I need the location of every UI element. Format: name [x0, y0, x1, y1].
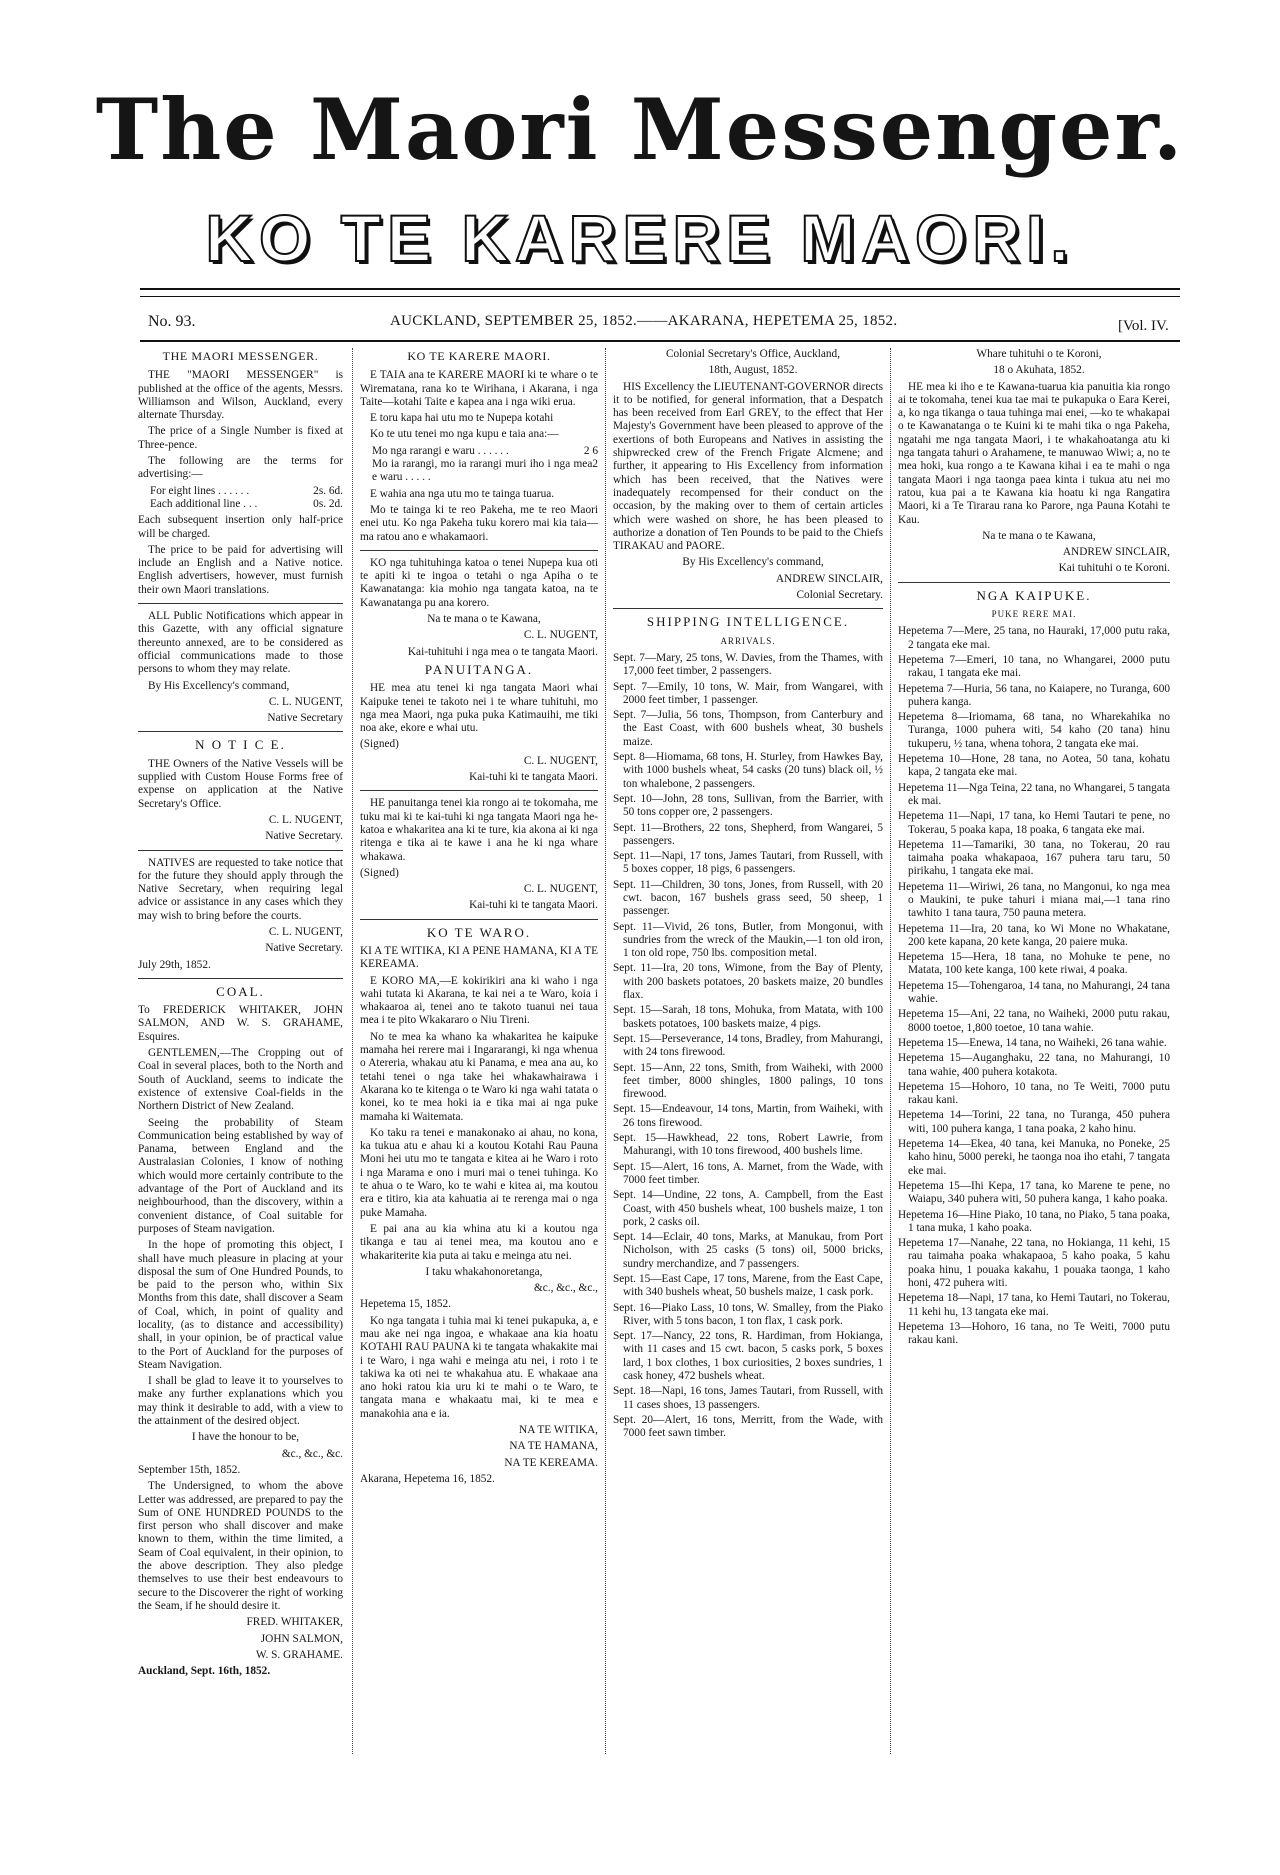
arrival-entry: Sept. 11—Brothers, 22 tons, Shepherd, from Wangarei, 5 passengers.: [613, 821, 883, 847]
kaipuke-entry: Hepetema 7—Mere, 25 tana, no Hauraki, 17,000 putu raka, 2 tangata eke mai.: [898, 625, 1170, 651]
heading-maori-messenger: THE MAORI MESSENGER.: [162, 349, 319, 363]
advert-terms-intro-maori: Ko te utu tenei mo nga kupu e taia ana:—: [370, 428, 559, 441]
coal-letter-p4: I shall be glad to leave it to yourselves to make any further explanations which you may think it desirable to add, with a view to the attainment of the desired object.: [138, 1375, 343, 1428]
coal-addressees: To FREDERICK WHITAKER, JOHN SALMON, AND W. S. GRAHAME, Esquires.: [138, 1004, 343, 1043]
rate-label: Mo nga rarangi e waru . . . . . .: [372, 444, 509, 457]
kaipuke-entry: Hepetema 18—Napi, 17 tana, ko Hemi Tautari, no Tokerau, 11 kehi hu, 13 tangata eke mai.: [898, 1292, 1170, 1318]
column-english-shipping: [613, 348, 883, 1758]
office-header: Colonial Secretary's Office, Auckland,: [665, 348, 841, 360]
column-maori-notices: [360, 348, 598, 1758]
waro-letter-p3: Ko taku ra tenei e manakonako ai ahau, no kona, ka tukua atu e ahau ki a koutou Kotahi Rau Pauna Moni hei utu mo te tangata e kitea ai he Waro i roto i nga Marama e ono i muri mai o tenei tuhinga. Ko te ahua o te Waro, ko te wahi e kitea ai, ma koutou era e titiro, kia ata kahuatia ai te rerenga mai o nga puke Mamaha.: [360, 1126, 598, 1219]
signed-label: (Signed): [360, 738, 399, 751]
column-english-notices: [138, 348, 343, 1758]
publication-notice-maori: E TAIA ana te KARERE MAORI ki te whare o te Wirematana, rana ko te Wirihana, i Akarana, i nga Taite—kotahi Taite e kapea ana i nga wiki erua.: [360, 369, 598, 408]
divider: [360, 790, 598, 791]
signature-name: C. L. NUGENT,: [523, 883, 598, 896]
signature-title: Kai-tuhituhi i nga mea o te tangata Maori.: [407, 645, 598, 658]
notice-date: July 29th, 1852.: [138, 958, 211, 971]
issue-date: AUCKLAND, SEPTEMBER 25, 1852.——AKARANA, HEPETEMA 25, 1852.: [390, 313, 898, 329]
coal-letter-p1: GENTLEMEN,—The Cropping out of Coal in several places, both to the North and South of Auckland, seems to indicate the existence of extensive Coal-fields in the Northern District of New Zealand.: [138, 1047, 343, 1113]
rate-value: 2: [592, 458, 598, 471]
kaipuke-entry: Hepetema 15—Ihi Kepa, 17 tana, ko Marene te pene, no Waiapu, 340 puhera witi, 50 puhera kanga, 1 kaho poaka.: [898, 1179, 1170, 1206]
masthead-rule-top: [140, 288, 1180, 290]
waro-signatory: NA TE WITIKA,: [519, 1424, 598, 1437]
arrival-entry: Sept. 16—Piako Lass, 10 tons, W. Smalley, from the Piako River, with 5 tons bacon, 1 ton flax, 1 cask pork.: [613, 1301, 883, 1327]
arrival-entry: Sept. 11—Ira, 20 tons, Wimone, from the Bay of Plenty, with 200 baskets potatoes, 20 baskets maize, 20 bundles flax.: [613, 962, 883, 1002]
governor-notice: HIS Excellency the LIEUTENANT-GOVERNOR directs it to be notified, for general information, that a Despatch has been received from Earl GREY, to the effect that Her Majesty's Government have been pleased to approve of the exertions of both Europeans and Natives in assisting the shipwrecked crew of the French Frigate Alcmene; and further, it appearing to His Excellency from information which has been received, that the Natives were inadequately recompensed for their conduct on the occasion, by the making over to them of certain articles which were washed on shore, he has been pleased to authorize a donation of Ten Pounds to be paid to the Chiefs TIRAKAU and PAORE.: [613, 380, 883, 553]
masthead-rule-thin: [140, 296, 1180, 297]
column-divider: [890, 348, 891, 1754]
signature-name: C. L. NUGENT,: [523, 754, 598, 767]
arrivals-heading: ARRIVALS.: [720, 635, 776, 646]
signed-label: (Signed): [360, 866, 399, 879]
kaipuke-heading: NGA KAIPUKE.: [976, 587, 1092, 603]
official-notifications: ALL Public Notifications which appear in this Gazette, with any official signature thereunto annexed, are to be considered as official communications made to those persons to whom they may relate.: [138, 610, 343, 676]
signature-name: C. L. NUGENT,: [268, 925, 343, 938]
advert-terms-intro: The following are the terms for advertising:—: [138, 455, 343, 481]
divider: [360, 919, 598, 920]
waro-letter-etc: &c., &c., &c.,: [534, 1282, 598, 1295]
arrival-entry: Sept. 15—Ann, 22 tons, Smith, from Waiheki, with 2000 feet timber, 8000 shingles, 1800 palings, 10 tons firewood.: [613, 1061, 883, 1101]
command-line-maori: Na te mana o te Kawana,: [427, 613, 541, 626]
coal-reward-notice: The Undersigned, to whom the above Letter was addressed, are prepared to pay the Sum of ONE HUNDRED POUNDS to the first person who shall discover and make known to them, within the time limited, a Seam of Coal equivalent, in their opinion, to the above description. They also pledge themselves to use their best endeavours to secure to the Discoverer the right of working the Seam, if he should desire it.: [138, 1480, 343, 1612]
waro-letter-closing: I taku whakahonoretanga,: [425, 1265, 543, 1278]
kaipuke-entry: Hepetema 13—Hohoro, 16 tana, no Te Weiti, 7000 putu rakau kani.: [898, 1320, 1170, 1347]
kaipuke-entry: Hepetema 16—Hine Piako, 10 tana, no Piako, 5 tana poaka, 1 tana muka, 1 kaho poaka.: [898, 1208, 1170, 1234]
kaipuke-entry: Hepetema 15—Ani, 22 tana, no Waiheki, 2000 putu rakau, 8000 toetoe, 1,800 toetoe, 10 tana wahie.: [898, 1008, 1170, 1034]
divider: [360, 550, 598, 551]
divider: [613, 608, 883, 609]
kaipuke-entry: Hepetema 14—Ekea, 40 tana, kei Manuka, no Poneke, 25 kaho hinu, 5000 pereki, he taonga noa iho etahi, 7 tangata eke mai.: [898, 1138, 1170, 1177]
coal-signatory: JOHN SALMON,: [260, 1632, 343, 1645]
half-price-notice-maori: E wahia ana nga utu mo te tainga tuarua.: [370, 487, 555, 500]
arrival-entry: Sept. 11—Napi, 17 tons, James Tautari, from Russell, with 5 boxes copper, 18 pigs, 6 passengers.: [613, 850, 883, 876]
rate-label: For eight lines . . . . . .: [150, 484, 250, 497]
signature-name: C. L. NUGENT,: [523, 629, 598, 642]
arrival-entry: Sept. 10—John, 28 tons, Sullivan, from the Barrier, with 50 tons copper ore, 2 passengers.: [613, 792, 883, 819]
kaipuke-entry: Hepetema 14—Torini, 22 tana, no Turanga, 450 puhera witi, 100 puhera kanga, 1 tana poaka, 2 kaho hinu.: [898, 1109, 1170, 1135]
kaipuke-list: [898, 625, 1170, 1347]
kaipuke-entry: Hepetema 15—Auganghaku, 22 tana, no Mahurangi, 10 tana wahie, 400 puhera kotakota.: [898, 1052, 1170, 1078]
divider: [138, 978, 343, 979]
translation-notice-maori: Mo te tainga ki te reo Pakeha, me te reo Maori enei utu. Ko nga Pakeha tuku korero mai kia taia—ma ratou ano e whakamaori.: [360, 503, 598, 543]
column-maori-shipping: [898, 348, 1170, 1758]
publication-notice: THE "MAORI MESSENGER" is published at the office of the agents, Messrs. Williamson and Wilson, Auckland, every alternate Thursday.: [138, 369, 343, 422]
official-notifications-maori: KO nga tuhituhinga katoa o tenei Nupepa kua oti te apiti ki te ingoa o tetahi o nga Apiha o te Kawanatanga: kia mohio nga tangata katoa, na te Kawanatanga pu ana korero.: [360, 556, 598, 609]
coal-letter-p3: In the hope of promoting this object, I shall have much pleasure in placing at your disposal the sum of One Hundred Pounds, to be paid to the person who, within Six Months from this date, shall discover a Seam of Coal, which, in point of quality and locality, (as to distance and accessibility) shall, in your opinion, be of practical value to the Port of Auckland for the purposes of Steam Navigation.: [138, 1239, 343, 1371]
rate-value: 2s. 6d.: [313, 484, 343, 497]
coal-letter-date: September 15th, 1852.: [138, 1463, 241, 1476]
waro-letter-p1: E KORO MA,—E kokirikiri ana ki waho i nga wahi tutata ki Akarana, te kai nei a te Waro, koia i whakaaroa ai, tenei ano te takoto tuanui nei taua mea i te pito Wkakararo o Niu Tireni.: [360, 974, 598, 1027]
waro-reward-notice: Ko nga tangata i tuhia mai ki tenei pukapuka, a, e mau ake nei nga ingoa, e whakaae ana kia hoatu KOTAHI RAU PAUNA ki te tangata whakakite mai i te Waro, i nga wahi e meinga atu nei, i roto i te takiwa ka oti nei te whakahua atu. E whakaae ana ano hoki ratou kia uru ki te mahi o te Waro, te tangata mana e whakaatu mai, ki te mea e manakohia ana e ia.: [360, 1314, 598, 1420]
waro-letter-p2: No te mea ka whano ka whakaritea he kaipuke mamaha hei rerere mai i Ingararangi, ki nga whenua o Atereria, whakau atu ki Panama, e mea ana au, ko tetahi tenei o nga take hei whakawhairawa i Akarana ko te kitenga o te Waro ki nga wahi tatata o konei, ko te mea hoki ia e tika mai ai nga puke mamaha ki Waitemata.: [360, 1030, 598, 1123]
office-date-maori: 18 o Akuhata, 1852.: [993, 364, 1085, 377]
kaipuke-entry: Hepetema 15—Hohoro, 10 tana, no Te Weiti, 7000 putu rakau kani.: [898, 1080, 1170, 1107]
arrival-entry: Sept. 15—Endeavour, 14 tons, Martin, from Waiheki, with 26 tons firewood.: [613, 1103, 883, 1129]
kaipuke-entry: Hepetema 7—Emeri, 10 tana, no Whangarei, 2000 putu rakau, 1 tangata eke mai.: [898, 653, 1170, 680]
kaipuke-entry: Hepetema 11—Tamariki, 30 tana, no Tokerau, 20 rau taimaha poaka whakapaoa, 167 puhera taru taru, 50 pirikahu, 1 tangata eke mai.: [898, 838, 1170, 878]
arrival-entry: Sept. 14—Eclair, 40 tons, Marks, at Manukau, from Port Nicholson, with 25 casks (5 tons) oil, 5000 bricks, sundry merchandize, and 7 passengers.: [613, 1231, 883, 1270]
column-divider: [605, 348, 606, 1754]
kaipuke-entry: Hepetema 11—Wiriwi, 26 tana, no Mangonui, ko nga mea o Maukini, te puke tahuri i miana mai,—1 tana rino tawhito 1 tana taura, 750 pauna metera.: [898, 880, 1170, 920]
coal-letter-p2: Seeing the probability of Steam Communication being established by way of Panama, between England and the Australasian Colonies, I know of nothing which would more certainly contribute to the advantage of the Port of Auckland and its neighbourhood, than the discovery, within a convenient distance, of Coal suitable for purposes of Steam navigation.: [138, 1116, 343, 1235]
arrival-entry: Sept. 15—Alert, 16 tons, A. Marnet, from the Wade, with 7000 feet timber.: [613, 1160, 883, 1186]
command-line: By His Excellency's command,: [682, 556, 824, 569]
issue-volume: [Vol. IV.: [1118, 318, 1169, 334]
signature-title: Kai-tuhi ki te tangata Maori.: [469, 899, 598, 912]
vessel-owners-notice-maori: HE mea atu tenei ki nga tangata Maori whai Kaipuke tenei te takoto nei i te whare tuhituhi, mo nga mea Maori, nga puka puka Katimauihi, me tiki noa ake, ekore e whai utu.: [360, 682, 598, 735]
arrival-entry: Sept. 11—Vivid, 26 tons, Butler, from Mongonui, with sundries from the wreck of the Maukin,—1 ton old iron, 1 ton old rope, 750 lbs. composition metal.: [613, 920, 883, 960]
column-divider: [352, 348, 353, 1754]
governor-notice-maori: HE mea ki iho e te Kawana-tuarua kia panuitia kia rongo ai te tokomaha, tenei kua tae mai te pukapuka o Eara Kerei, a, ko nga tikanga o taua tuhinga mai enei, —ko te whakapai o te Kawanatanga o te Kuini ki te mahi tika o nga Pakeha, ngatahi me nga tangata Maori, i te whakahoatanga atu ki nga tangata tahuri o Arahamene, te manuwao Wiwi; a, no te mea hoki, kua rongo a te Kawana kihai i ea te mahi o nga tangata Maori i nga taonga paea kinta i tukua atu nei mo ratou, kua pai a te Kawana kia hoatu ki nga Rangatira Maori, ki a Te Tirarau rana ko Parore, nga Pauna Kotahi te Kau.: [898, 380, 1170, 526]
arrival-entry: Sept. 17—Nancy, 22 tons, R. Hardiman, from Hokianga, with 11 cases and 15 cwt. bacon, 5 casks pork, 5 boxes lard, 1 box clothes, 1 box curiosities, 2 boxes sundries, 1 cask honey, 472 bushels wheat.: [613, 1330, 883, 1383]
half-price-notice: Each subsequent insertion only half-price will be charged.: [138, 514, 343, 540]
arrival-entry: Sept. 7—Mary, 25 tons, W. Davies, from the Thames, with 17,000 feet timber, 2 passengers.: [613, 651, 883, 678]
kaipuke-entry: Hepetema 11—Napi, 17 tana, ko Hemi Tautari te pene, no Tokerau, 5 poaka kapa, 18 poaka, 6 tangata eke mai.: [898, 810, 1170, 836]
command-line-maori: Na te mana o te Kawana,: [982, 529, 1096, 542]
kaipuke-entry: Hepetema 15—Enewa, 14 tana, no Waiheki, 26 tana wahie.: [898, 1036, 1167, 1049]
divider: [898, 582, 1170, 583]
kaipuke-entry: Hepetema 8—Iriomama, 68 tana, no Wharekahika no Turanga, 1000 puhera witi, 54 kaho (20 tana) hinu tukuperu, ½ tana, whena tohora, 2 tangata eke mai.: [898, 711, 1170, 750]
signature-name: C. L. NUGENT,: [268, 695, 343, 708]
arrival-entry: Sept. 14—Undine, 22 tons, A. Campbell, from the East Coast, with 450 bushels wheat, 100 bushels maize, 1 ton pork, 2 casks oil.: [613, 1189, 883, 1228]
price-notice: The price of a Single Number is fixed at Three-pence.: [138, 425, 343, 451]
arrival-entry: Sept. 15—Sarah, 18 tons, Mohuka, from Matata, with 100 baskets potatoes, 100 baskets maize, 4 pigs.: [613, 1004, 883, 1030]
issue-number: No. 93.: [148, 313, 196, 330]
notice-heading: N O T I C E.: [195, 737, 286, 753]
office-date: 18th, August, 1852.: [708, 364, 798, 377]
divider: [138, 603, 343, 604]
waro-heading: KO TE WARO.: [426, 924, 532, 940]
signature-name: ANDREW SINCLAIR,: [775, 572, 883, 585]
signature-title: Colonial Secretary.: [796, 589, 883, 602]
arrival-entry: Sept. 20—Alert, 16 tons, Merritt, from the Wade, with 7000 feet sawn timber.: [613, 1413, 883, 1440]
signature-title: Native Secretary.: [265, 830, 343, 843]
legal-advice-notice: NATIVES are requested to take notice that for the future they should apply through the Native Secretary, when requiring legal advice or assistance in any cases which they may wish to bring before the courts.: [138, 856, 343, 922]
heading-karere-maori: KO TE KARERE MAORI.: [407, 349, 551, 363]
signature-title: Kai tuhituhi o te Koroni.: [1058, 562, 1170, 575]
masthead-title: The Maori Messenger.: [95, 80, 1185, 179]
arrival-entry: Sept. 15—East Cape, 17 tons, Marene, from the East Cape, with 340 bushels wheat, 50 bushels maize, 1 cask pork.: [613, 1273, 883, 1299]
arrival-entry: Sept. 7—Emily, 10 tons, W. Mair, from Wangarei, with 2000 feet timber, 1 passenger.: [613, 680, 883, 706]
price-notice-maori: E toru kapa hai utu mo te Nupepa kotahi: [370, 412, 554, 425]
rate-value: 2 6: [583, 444, 598, 457]
kaipuke-entry: Hepetema 15—Hera, 18 tana, no Mohuke te pene, no Matata, 100 kete kanga, 100 kete riwai, 4 poaka.: [898, 951, 1170, 977]
coal-heading: COAL.: [216, 983, 265, 999]
kaipuke-entry: Hepetema 7—Huria, 56 tana, no Kaiapere, no Turanga, 600 puhera kanga.: [898, 682, 1170, 708]
command-line: By His Excellency's command,: [148, 679, 290, 692]
waro-signatory: NA TE KEREAMA.: [504, 1456, 598, 1469]
kaipuke-entry: Hepetema 11—Nga Teina, 22 tana, no Whangarei, 5 tangata ek mai.: [898, 781, 1170, 807]
arrival-entry: Sept. 7—Julia, 56 tons, Thompson, from Canterbury and the East Coast, with 600 bushels wheat, 30 bushels maize.: [613, 709, 883, 748]
signature-title: Kai-tuhi ki te tangata Maori.: [469, 771, 598, 784]
arrival-entry: Sept. 8—Hiomama, 68 tons, H. Sturley, from Hawkes Bay, with 1000 bushels wheat, 54 casks (20 tuns) black oil, ½ ton whalebone, 2 passengers.: [613, 751, 883, 790]
kaipuke-entry: Hepetema 11—Ira, 20 tana, ko Wi Mone no Whakatane, 200 kete kapana, 20 kete kanga, 20 paiere muka.: [898, 922, 1170, 948]
signature-title: Native Secretary: [267, 712, 343, 725]
masthead-subtitle: KO TE KARERE MAORI.: [205, 201, 1075, 275]
shipping-heading: SHIPPING INTELLIGENCE.: [646, 614, 850, 630]
waro-footer-date: Akarana, Hepetema 16, 1852.: [360, 1472, 495, 1485]
arrival-entry: Sept. 11—Children, 30 tons, Jones, from Russell, with 20 cwt. bacon, 167 bushels grass seed, 50 sheep, 1 passenger.: [613, 878, 883, 918]
waro-letter-date: Hepetema 15, 1852.: [360, 1298, 451, 1311]
arrival-entry: Sept. 15—Perseverance, 14 tons, Bradley, from Mahurangi, with 24 tons firewood.: [613, 1032, 883, 1059]
waro-addressees: KI A TE WITIKA, KI A PENE HAMANA, KI A TE KEREAMA.: [360, 944, 598, 971]
puke-rere-mai-heading: PUKE RERE MAI.: [991, 609, 1077, 620]
rate-label: Each additional line . . .: [150, 497, 258, 510]
waro-signatory: NA TE HAMANA,: [509, 1440, 598, 1453]
coal-signatory: FRED. WHITAKER,: [246, 1616, 343, 1629]
translation-notice: The price to be paid for advertising will include an English and a Native notice. English advertisers, however, must furnish their own Maori translations.: [138, 543, 343, 596]
rate-value: 0s. 2d.: [313, 497, 343, 510]
kaipuke-entry: Hepetema 15—Tohengaroa, 14 tana, no Mahurangi, 24 tana wahie.: [898, 979, 1170, 1006]
divider: [138, 850, 343, 851]
kaipuke-entry: Hepetema 17—Nanahe, 22 tana, no Hokianga, 11 kehi, 15 rau taimaha poaka whakapaoa, 5 kaho poaka, 5 kahu poaka hinu, 1 pouaka kakahu, 1 pouaka taonga, 1 kaho honi, 472 puhera witi.: [898, 1237, 1170, 1289]
kaipuke-entry: Hepetema 10—Hone, 28 tana, no Aotea, 50 tana, kohatu kapa, 2 tangata eke mai.: [898, 753, 1170, 779]
masthead-rule-bottom: [140, 340, 1180, 342]
legal-advice-notice-maori: HE panuitanga tenei kia rongo ai te tokomaha, me tuku mai ki te kai-tuhi ki nga tangata Maori nga he-katoa e whakaritea ana ki te ture, kia akona ai ki nga ritenga e tika ai te kawe i ana he ki nga whare whakawa.: [360, 797, 598, 863]
signature-title: Native Secretary.: [265, 942, 343, 955]
arrival-entry: Sept. 15—Hawkhead, 22 tons, Robert Lawrie, from Mahurangi, with 10 tons firewood, 400 bushels lime.: [613, 1132, 883, 1158]
panuitanga-heading: PANUITANGA.: [424, 661, 534, 677]
office-header-maori: Whare tuhituhi o te Koroni,: [976, 348, 1102, 360]
divider: [138, 731, 343, 732]
arrivals-list: [613, 652, 883, 1441]
coal-footer-date: Auckland, Sept. 16th, 1852.: [138, 1665, 271, 1678]
vessel-owners-notice: THE Owners of the Native Vessels will be supplied with Custom House Forms free of expense on application at the Native Secretary's Office.: [138, 757, 343, 810]
coal-letter-etc: &c., &c., &c.: [281, 1447, 343, 1460]
signature-name: ANDREW SINCLAIR,: [1062, 546, 1170, 559]
signature-name: C. L. NUGENT,: [268, 813, 343, 826]
advert-rates: [150, 485, 343, 512]
coal-signatory: W. S. GRAHAME.: [255, 1648, 343, 1661]
coal-letter-closing: I have the honour to be,: [191, 1431, 300, 1444]
rate-label: Mo ia rarangi, mo ia rarangi muri iho i nga mea e waru . . . . .: [372, 458, 593, 484]
waro-letter-p4: E pai ana au kia whina atu ki a koutou nga tikanga e tau ai tenei mea, ma koutou ano e whakariterite kia puta ai taku e meinga atu nei.: [360, 1222, 598, 1262]
advert-rates-maori: [372, 445, 598, 485]
arrival-entry: Sept. 18—Napi, 16 tons, James Tautari, from Russell, with 11 cases shoes, 13 passengers.: [613, 1385, 883, 1411]
